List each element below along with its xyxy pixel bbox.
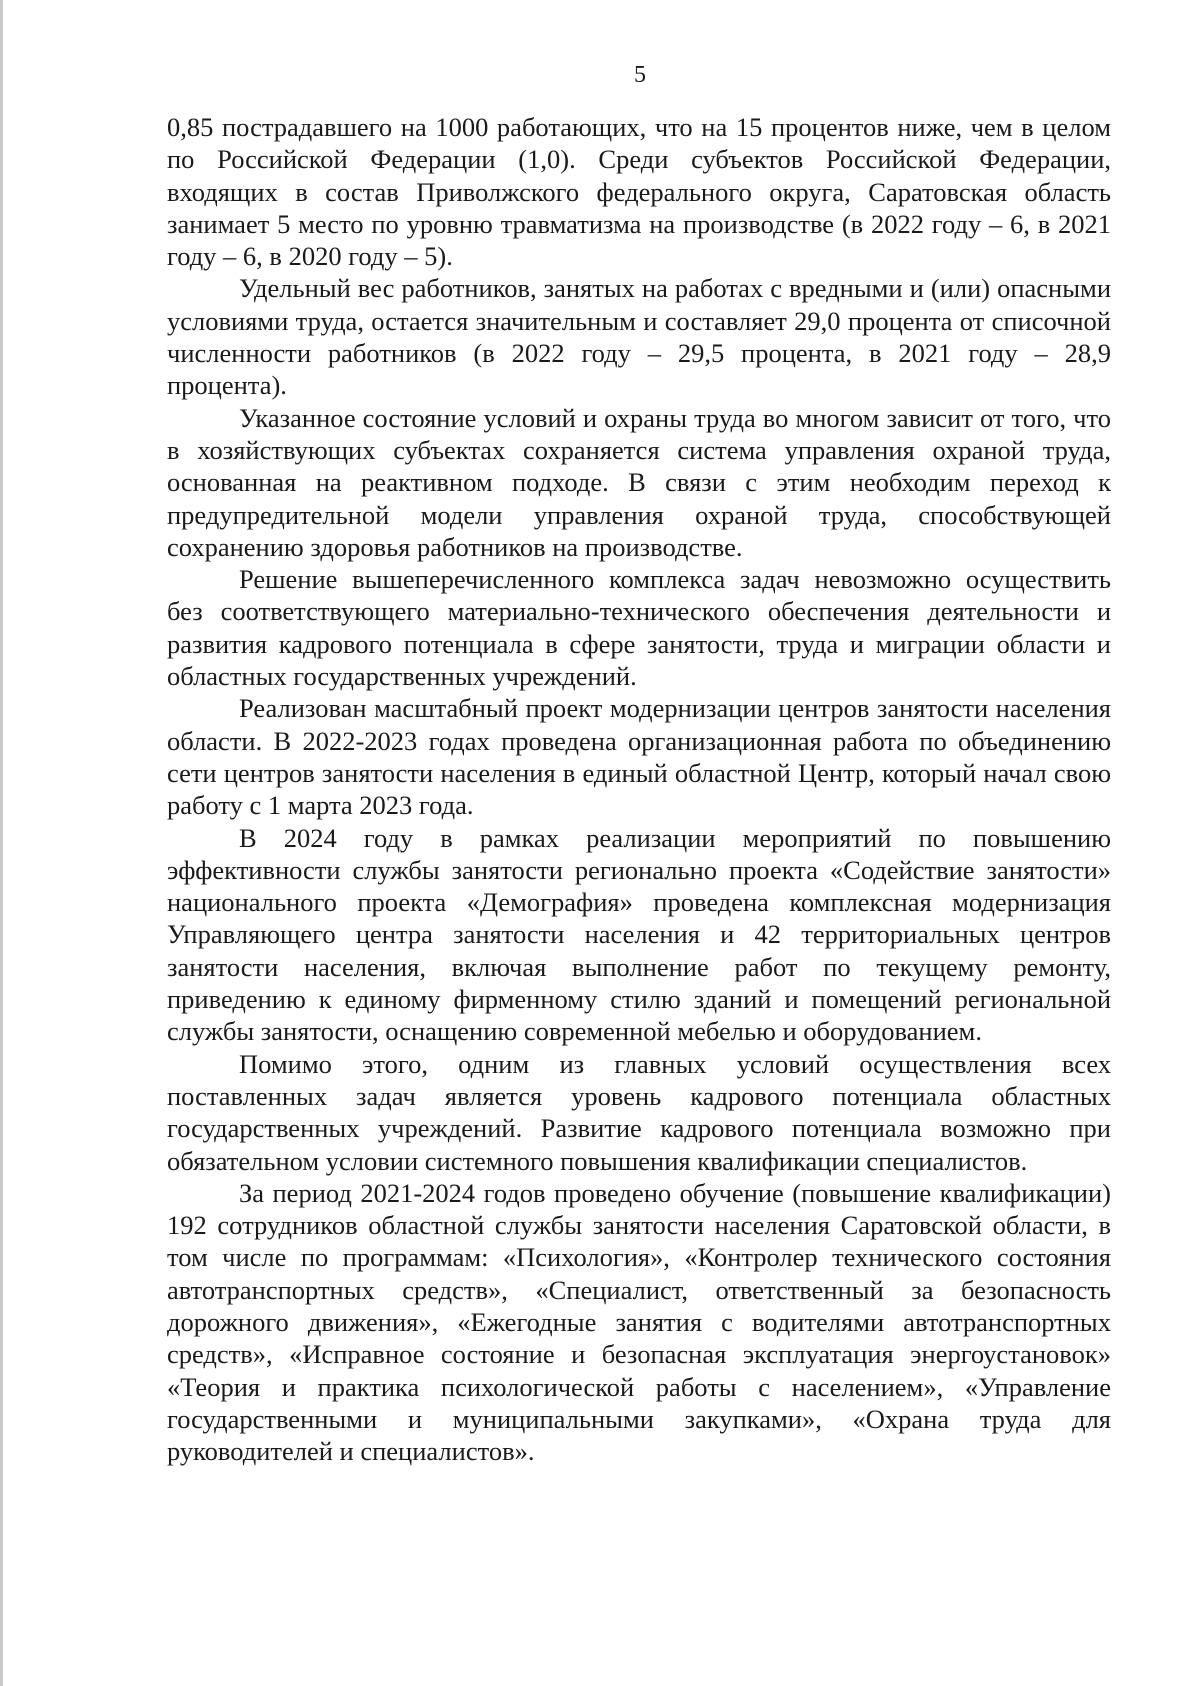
- page-number: 5: [634, 62, 646, 88]
- paragraph: Помимо этого, одним из главных условий осуществления всех поставленных задач является уровень кадрового потенциала областных государственных учреждений. Развитие кадрового потенциала возможно при обязательном условии системного повышения квалификации специалистов.: [167, 1048, 1111, 1176]
- paragraph: Указанное состояние условий и охраны труда во многом зависит от того, что в хозяйствующих субъектах сохраняется система управления охраной труда, основанная на реактивном подходе. В связи с этим необходим переход к предупредительной модели управления охраной труда, способствующей сохранению здоровья работников на производстве.: [167, 402, 1111, 562]
- paragraph: 0,85 пострадавшего на 1000 работающих, что на 15 процентов ниже, чем в целом по Российской Федерации (1,0). Среди субъектов Российской Федерации, входящих в состав Приволжского федерального округа, Саратовская область занимает 5 место по уровню травматизма на производстве (в 2022 году – 6, в 2021 году – 6, в 2020 году – 5).: [167, 112, 1111, 272]
- paragraph: За период 2021-2024 годов проведено обучение (повышение квалификации) 192 сотрудников областной службы занятости населения Саратовской области, в том числе по программам: «Психология», «Контролер технического состояния автотранспортных средств», «Специалист, ответственный за безопасность дорожного движения», «Ежегодные занятия с водителями автотранспортных средств», «Исправное состояние и безопасная эксплуатация энергоустановок» «Теория и практика психологической работы с населением», «Управление государственными и муниципальными закупками», «Охрана труда для руководителей и специалистов».: [167, 1177, 1111, 1467]
- paragraph: Решение вышеперечисленного комплекса задач невозможно осуществить без соответствующего материально-технического обеспечения деятельности и развития кадрового потенциала в сфере занятости, труда и миграции области и областных государственных учреждений.: [167, 564, 1111, 692]
- paragraph: В 2024 году в рамках реализации мероприятий по повышению эффективности службы занятости регионально проекта «Содействие занятости» национального проекта «Демография» проведена комплексная модернизация Управляющего центра занятости населения и 42 территориальных центров занятости населения, включая выполнение работ по текущему ремонту, приведению к единому фирменному стилю зданий и помещений региональной службы занятости, оснащению современной мебелью и оборудованием.: [167, 822, 1111, 1047]
- scan-edge: [0, 0, 3, 1686]
- paragraph: Удельный вес работников, занятых на работах с вредными и (или) опасными условиями труда, остается значительным и составляет 29,0 процента от списочной численности работников (в 2022 году – 29,5 процента, в 2021 году – 28,9 процента).: [167, 273, 1111, 401]
- paragraph: Реализован масштабный проект модернизации центров занятости населения области. В 2022-2023 годах проведена организационная работа по объединению сети центров занятости населения в единый областной Центр, который начал свою работу с 1 марта 2023 года.: [167, 693, 1111, 821]
- document-body: [167, 111, 1111, 1467]
